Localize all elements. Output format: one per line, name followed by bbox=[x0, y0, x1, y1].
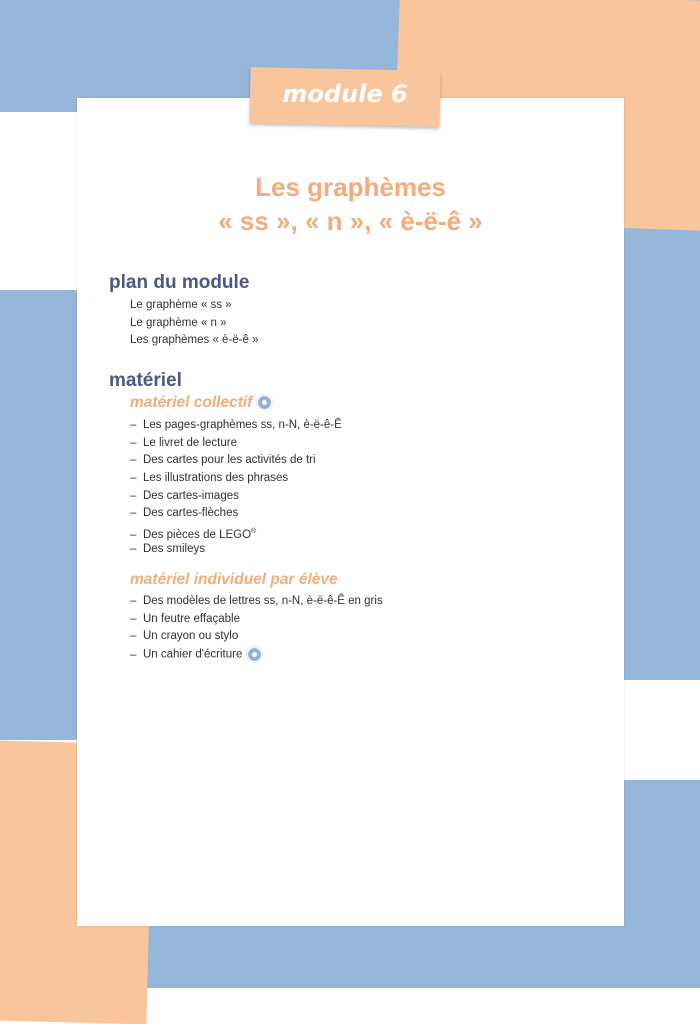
page-title bbox=[77, 170, 624, 238]
plan-list bbox=[130, 297, 259, 350]
dash-bullet: – bbox=[130, 454, 137, 467]
plan-item: Les graphèmes « è-ë-ê » bbox=[130, 334, 259, 346]
dash-bullet: – bbox=[130, 648, 137, 661]
list-item bbox=[130, 435, 342, 453]
list-item bbox=[130, 452, 342, 470]
list-item bbox=[130, 541, 342, 559]
materiel-collectif-label: matériel collectif bbox=[130, 394, 253, 411]
list-item bbox=[130, 646, 383, 664]
materiel-individuel-list bbox=[130, 593, 383, 664]
list-item-text: Un cahier d'écriture bbox=[143, 648, 243, 661]
cd-disc-icon bbox=[246, 646, 263, 663]
dash-bullet: – bbox=[130, 507, 137, 520]
dash-bullet: – bbox=[130, 419, 137, 431]
module-label: module 6 bbox=[282, 80, 408, 108]
list-item bbox=[130, 593, 383, 611]
list-item-text: Un crayon ou stylo bbox=[143, 630, 239, 643]
list-item bbox=[130, 611, 383, 629]
dash-bullet: – bbox=[130, 436, 137, 449]
list-item-text: Les illustrations des phrases bbox=[143, 472, 289, 485]
title-line-2: « ss », « n », « è-ë-ê » bbox=[218, 206, 483, 236]
list-item-text: Des cartes-images bbox=[143, 489, 239, 502]
list-item bbox=[130, 470, 342, 488]
dash-bullet: – bbox=[130, 489, 137, 502]
plan-item: Le graphème « n » bbox=[130, 316, 227, 329]
cd-disc-icon bbox=[256, 394, 273, 411]
registered-mark: ® bbox=[251, 528, 257, 536]
list-item-text: Des modèles de lettres ss, n-N, è-ë-ê-Ê en gris bbox=[143, 595, 383, 607]
plan-item: Le graphème « ss » bbox=[130, 299, 232, 311]
title-line-1: Les graphèmes bbox=[255, 172, 446, 202]
dash-bullet: – bbox=[130, 528, 137, 541]
list-item bbox=[130, 505, 342, 523]
dash-bullet: – bbox=[130, 595, 137, 607]
list-item-text: Les pages-graphèmes ss, n-N, è-ë-ê-Ê bbox=[143, 419, 342, 431]
plan-heading: plan du module bbox=[109, 272, 250, 293]
dash-bullet: – bbox=[130, 542, 137, 555]
list-item-text: Des pièces de LEGO bbox=[143, 528, 252, 541]
list-item bbox=[130, 488, 342, 506]
list-item-text: Un feutre effaçable bbox=[143, 612, 240, 625]
list-item bbox=[130, 628, 383, 646]
dash-bullet: – bbox=[130, 612, 137, 625]
list-item-text: Des cartes pour les activités de tri bbox=[143, 454, 316, 467]
dash-bullet: – bbox=[130, 630, 137, 643]
materiel-heading: matériel bbox=[109, 370, 182, 391]
dash-bullet: – bbox=[130, 472, 137, 485]
background-blue-left bbox=[0, 290, 80, 740]
list-item bbox=[130, 523, 342, 541]
list-item-text: Des smileys bbox=[143, 542, 205, 555]
list-item-text: Le livret de lecture bbox=[143, 436, 237, 449]
list-item bbox=[130, 417, 342, 435]
list-item-text: Des cartes-flèches bbox=[143, 507, 239, 520]
materiel-collectif-heading bbox=[130, 394, 273, 412]
materiel-collectif-list bbox=[130, 417, 342, 559]
materiel-individuel-heading: matériel individuel par élève bbox=[130, 571, 338, 588]
